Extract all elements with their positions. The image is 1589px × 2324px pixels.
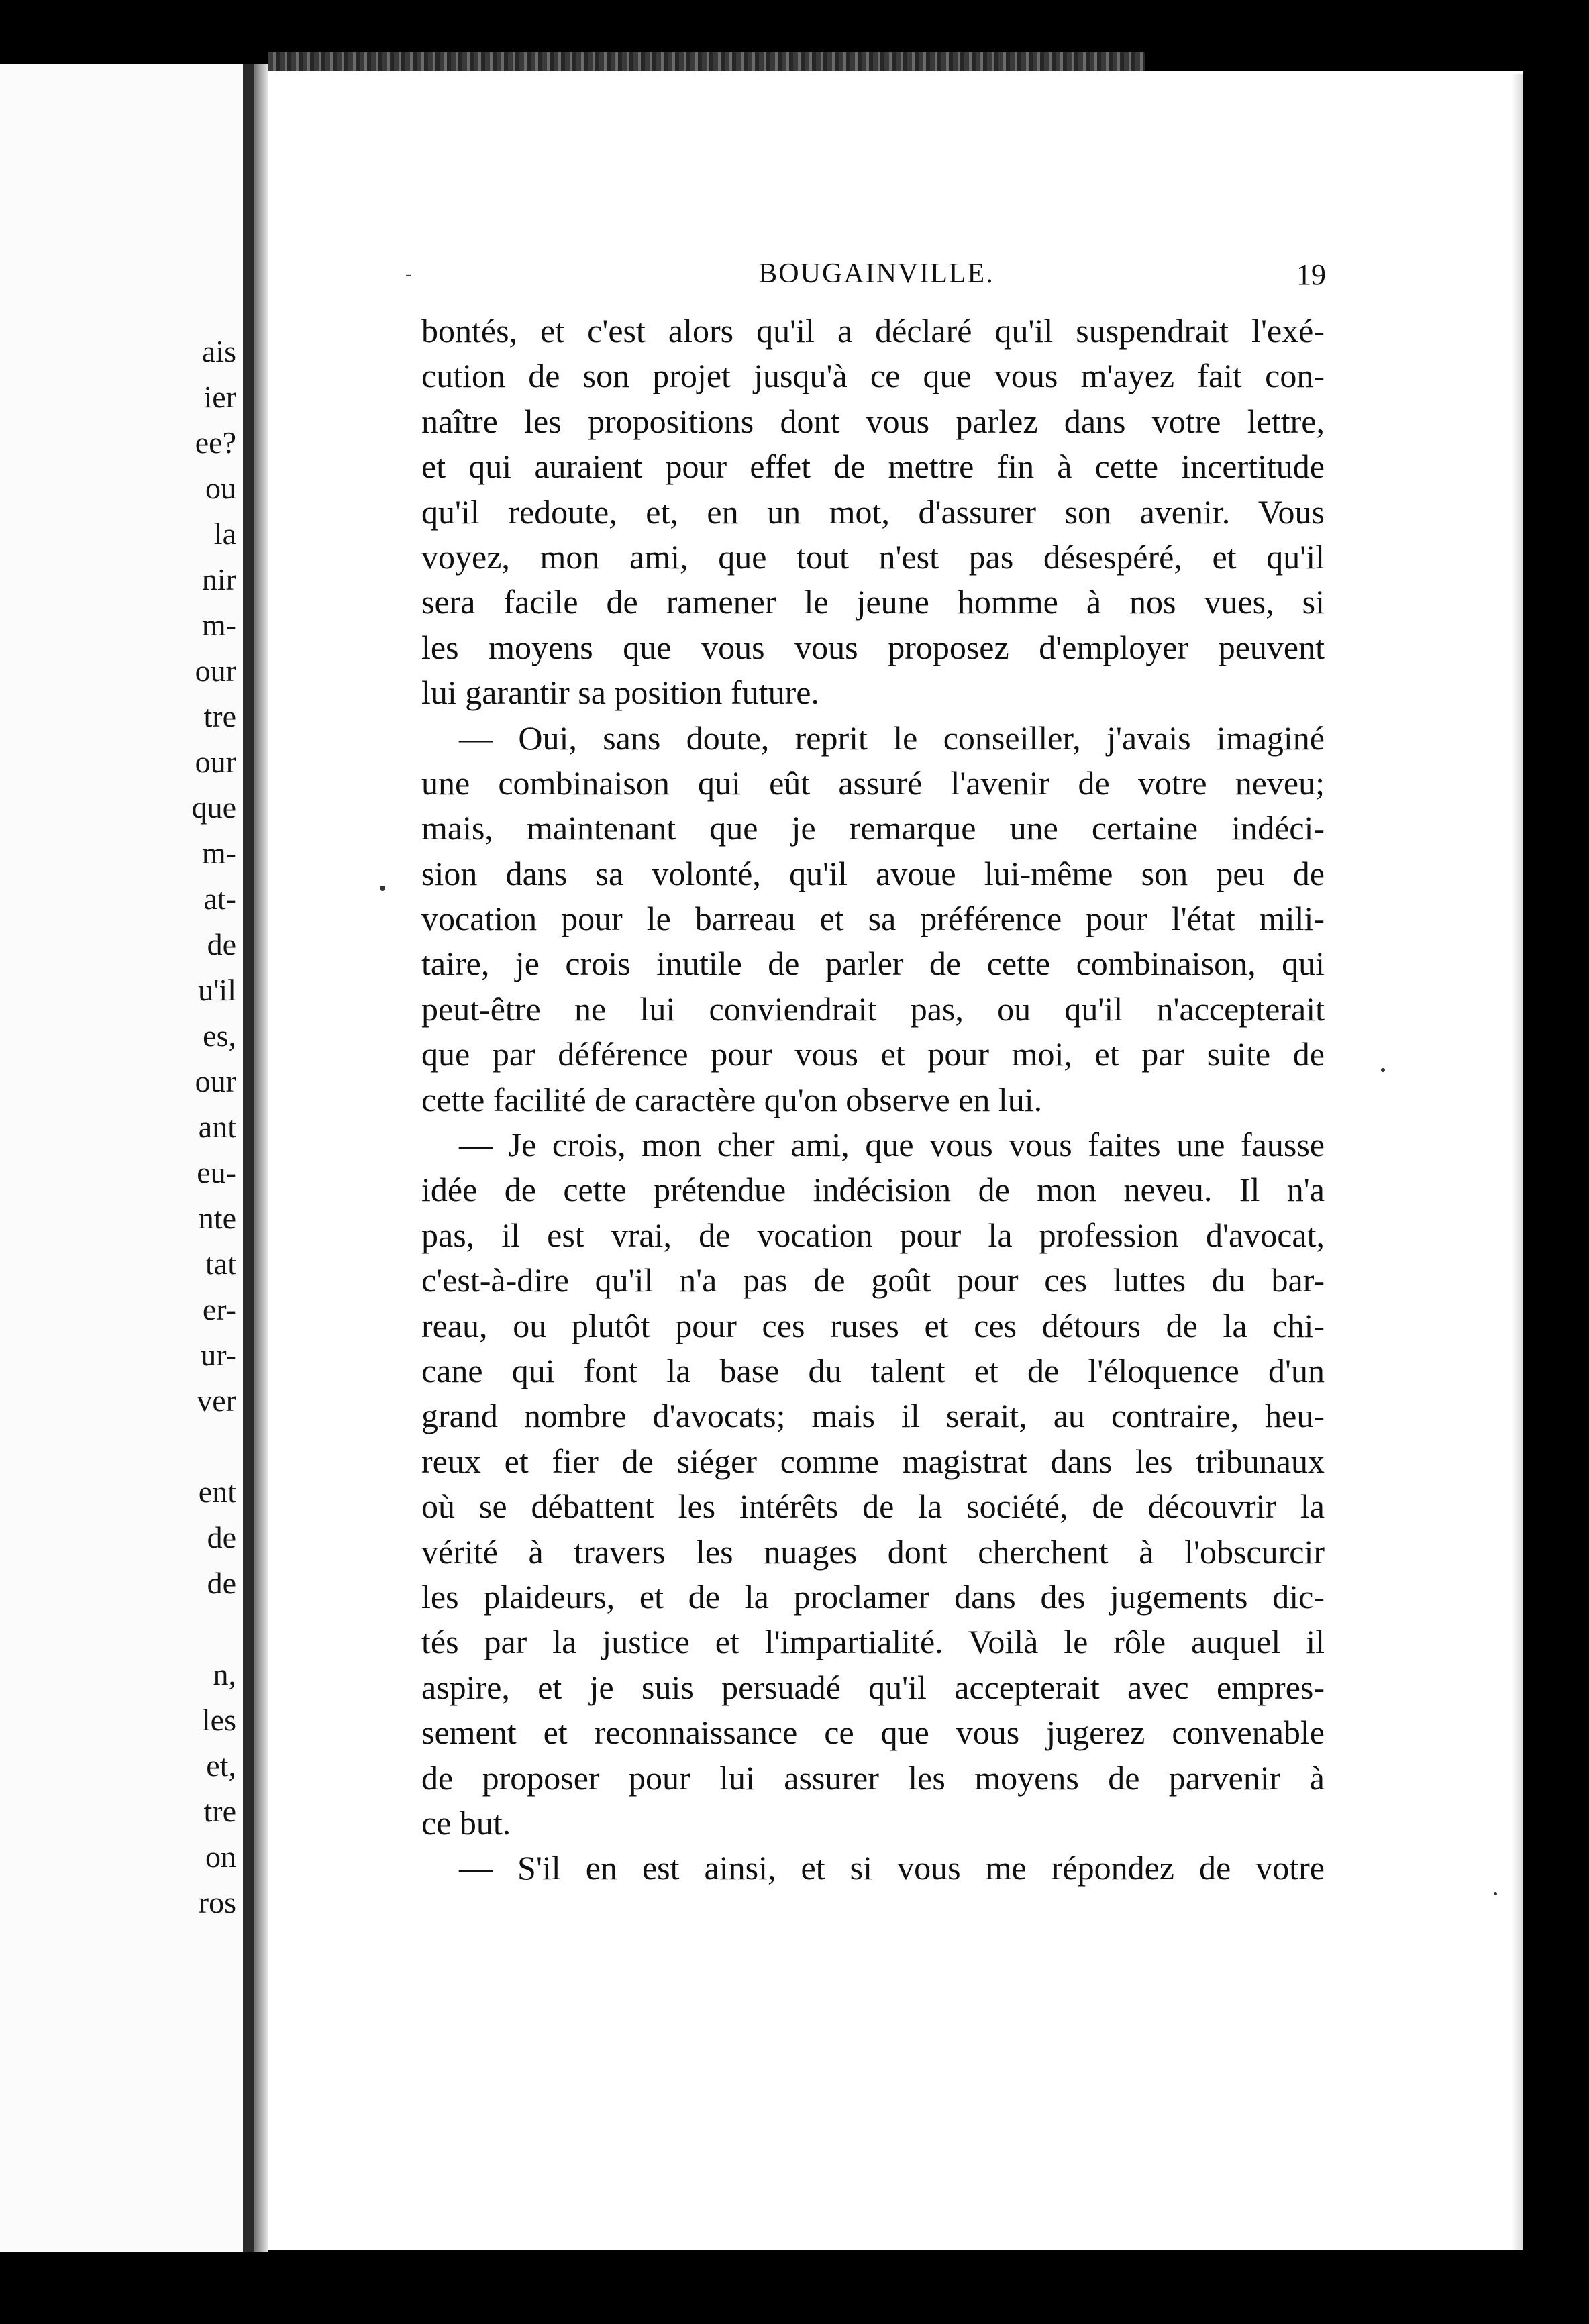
scan-speck: [1381, 1068, 1385, 1072]
text-line: cane qui font la base du talent et de l'éloquence d'un: [421, 1351, 1325, 1389]
facing-page-line-ending: et,: [206, 1748, 236, 1783]
text-line: sement et reconnaissance ce que vous jugerez convenable: [421, 1713, 1325, 1752]
book-gutter: [243, 64, 254, 2252]
text-line: qu'il redoute, et, en un mot, d'assurer son avenir. Vous: [421, 492, 1325, 531]
text-line: les plaideurs, et de la proclamer dans des jugements dic-: [421, 1577, 1325, 1616]
text-line: vocation pour le barreau et sa préférence pour l'état mili-: [421, 900, 1325, 938]
text-line: reau, ou plutôt pour ces ruses et ces détours de la chi-: [421, 1306, 1325, 1344]
text-line: mais, maintenant que je remarque une certaine indéci-: [421, 809, 1325, 847]
facing-page-line-ending: m-: [201, 608, 236, 642]
facing-page-line-ending: eu-: [197, 1155, 236, 1190]
text-line: reux et fier de siéger comme magistrat dans les tribunaux: [421, 1442, 1325, 1480]
facing-page-line-ending: nte: [198, 1201, 236, 1235]
facing-page-line-ending: [0, 1424, 236, 1469]
facing-page-line-ending: at-: [203, 882, 236, 916]
text-line: bontés, et c'est alors qu'il a déclaré qu'il suspendrait l'exé-: [421, 312, 1325, 350]
text-line: taire, je crois inutile de parler de cette combinaison, qui: [421, 945, 1325, 983]
facing-page-line-ending: n,: [213, 1657, 236, 1691]
text-line: tés par la justice et l'impartialité. Voilà le rôle auquel il: [421, 1623, 1325, 1661]
text-line: aspire, et je suis persuadé qu'il accepterait avec empres-: [421, 1668, 1325, 1706]
facing-page-line-ending: ou: [205, 471, 236, 505]
facing-page-line-ending: ee?: [195, 425, 236, 460]
text-line: et qui auraient pour effet de mettre fin à cette incertitude: [421, 447, 1325, 486]
facing-page-line-ending: ver: [197, 1383, 236, 1418]
page-number: 19: [1296, 258, 1326, 291]
facing-page-line-ending: ent: [198, 1475, 236, 1509]
text-line: — S'il en est ainsi, et si vous me répondez de votre: [459, 1849, 1325, 1887]
text-line: que par déférence pour vous et pour moi, et par suite de: [421, 1035, 1325, 1073]
facing-page-line-endings: [0, 329, 236, 1925]
scan-speck: [1494, 1892, 1497, 1895]
facing-page-line-ending: ais: [201, 334, 236, 368]
facing-page-line-ending: [0, 1606, 236, 1652]
text-line: sera facile de ramener le jeune homme à nos vues, si: [421, 583, 1325, 621]
text-line: lui garantir sa position future.: [421, 674, 819, 712]
facing-page-line-ending: que: [191, 790, 236, 825]
text-line: voyez, mon ami, que tout n'est pas désespéré, et qu'il: [421, 537, 1325, 576]
facing-page-line-ending: m-: [201, 836, 236, 870]
facing-page-line-ending: de: [207, 1566, 236, 1600]
facing-page-line-ending: er-: [202, 1292, 236, 1326]
facing-page-line-ending: de: [207, 927, 236, 961]
text-line: c'est-à-dire qu'il n'a pas de goût pour ces luttes du bar-: [421, 1261, 1325, 1300]
text-line: cution de son projet jusqu'à ce que vous m'ayez fait con-: [421, 357, 1325, 395]
facing-page-line-ending: ros: [198, 1885, 236, 1919]
text-line: où se débattent les intérêts de la société, de découvrir la: [421, 1487, 1325, 1526]
facing-page-line-ending: tat: [205, 1247, 236, 1281]
text-line: — Oui, sans doute, reprit le conseiller, j'avais imaginé: [459, 719, 1325, 757]
text-line: — Je crois, mon cher ami, que vous vous faites une fausse: [459, 1126, 1325, 1164]
text-line: grand nombre d'avocats; mais il serait, au contraire, heu-: [421, 1397, 1325, 1435]
facing-page-line-ending: les: [201, 1703, 236, 1737]
facing-page-line-ending: ant: [198, 1110, 236, 1144]
text-line: pas, il est vrai, de vocation pour la profession d'avocat,: [421, 1216, 1325, 1254]
facing-page-line-ending: our: [195, 653, 236, 688]
facing-page-line-ending: our: [195, 1064, 236, 1098]
page-edge-shadow: [1511, 74, 1523, 2250]
facing-page-line-ending: la: [213, 517, 236, 551]
facing-page-line-ending: ur-: [201, 1338, 236, 1372]
body-text: [421, 309, 1325, 1891]
text-line: idée de cette prétendue indécision de mon neveu. Il n'a: [421, 1171, 1325, 1209]
header-ornament: ‐: [405, 263, 412, 285]
text-line: vérité à travers les nuages dont cherchent à l'obscurcir: [421, 1532, 1325, 1571]
scan-speck: [380, 886, 385, 891]
text-line: de proposer pour lui assurer les moyens de parvenir à: [421, 1758, 1325, 1797]
text-line: sion dans sa volonté, qu'il avoue lui-même son peu de: [421, 854, 1325, 892]
facing-page-line-ending: de: [207, 1520, 236, 1554]
facing-page-line-ending: tre: [203, 1794, 236, 1828]
text-line: ce but.: [421, 1803, 511, 1842]
text-line: une combinaison qui eût assuré l'avenir de votre neveu;: [421, 763, 1325, 802]
spine-shadow: [254, 64, 268, 2252]
facing-page-line-ending: our: [195, 745, 236, 779]
facing-page-line-ending: u'il: [198, 973, 236, 1007]
facing-page-line-ending: ier: [203, 380, 236, 414]
text-line: peut-être ne lui conviendrait pas, ou qu'il n'accepterait: [421, 990, 1325, 1028]
running-head: BOUGAINVILLE.: [758, 258, 994, 289]
text-line: cette facilité de caractère qu'on observe en lui.: [421, 1080, 1043, 1118]
facing-page-line-ending: on: [205, 1840, 236, 1874]
text-line: les moyens que vous vous proposez d'employer peuvent: [421, 628, 1325, 666]
facing-page-line-ending: tre: [203, 699, 236, 733]
facing-page-line-ending: nir: [201, 562, 236, 596]
facing-page-fragment: [0, 64, 243, 2252]
page-header: [405, 258, 1326, 298]
text-line: naître les propositions dont vous parlez dans votre lettre,: [421, 402, 1325, 440]
facing-page-line-ending: es,: [203, 1018, 236, 1053]
